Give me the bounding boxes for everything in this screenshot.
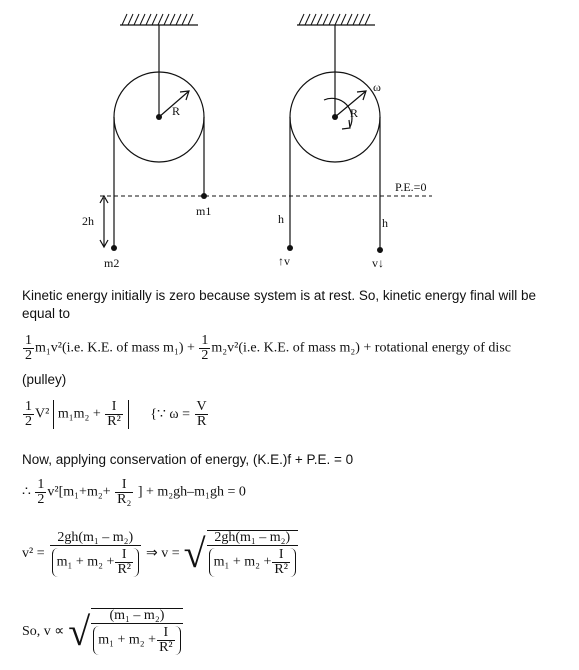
- ke-terms-line: $\frac{1}{2}$ m₁v²(i.e. K.E. of mass m₁) + $\frac{1}{2}$ m₂v²(i.e. K.E. of mass m₂) + rotational energy of disc: [25, 333, 511, 363]
- pulley-word: (pulley): [22, 372, 67, 387]
- rotational-ke-expression: $\frac{1}{2}$ V² m₁m₂ + $\frac{I}{\text{R²}}$ {∵ ω = $\frac{V}{R}$: [25, 399, 207, 429]
- pe-zero-label: P.E.=0: [395, 180, 427, 194]
- energy-equation: ∴ $\frac{1}{2}$ v²[m₁+m₂+ $\frac{I}{\text{R₂}}$ ] + m₂gh–m₁gh = 0: [22, 477, 246, 507]
- para-initial-ke-cont: equal to: [22, 306, 71, 321]
- ke-term-m1: m₁v²(i.e. K.E. of mass m₁) +: [35, 340, 195, 356]
- omega-relation: {∵ ω =: [150, 406, 191, 422]
- v-squared-equation: v² = 2gh(m₁ – m₂) m₁ + m₂ + $\frac{I}{\text{R²}}$ ⇒ v = √ 2gh(m₁ – m₂) m₁ + m₂ + $\frac{I}{\text{R²}}$: [22, 530, 299, 577]
- left-radius-label: R: [172, 104, 181, 118]
- v-squared: V²: [35, 406, 50, 422]
- para-initial-ke: Kinetic energy initially is zero because system is at rest. So, kinetic energy final will be: [22, 288, 536, 303]
- proportionality-line: So, v ∝ √ (m₁ – m₂) m₁ + m₂ + $\frac{I}{\text{R²}}$: [22, 608, 184, 655]
- mass2-label: m2: [104, 256, 120, 270]
- height-2h-label: 2h: [82, 214, 94, 228]
- mass1-label: m1: [196, 204, 212, 218]
- bracket-inner: m₁m₂ +: [57, 406, 101, 422]
- para-conservation: Now, applying conservation of energy, (K.E.)f + P.E. = 0: [22, 452, 354, 467]
- ke-term-m2: m₂v²(i.e. K.E. of mass m₂) + rotational energy of disc: [211, 340, 511, 356]
- v-up-label: ↑v: [278, 254, 290, 268]
- sqrt-sign-2: √: [68, 608, 91, 654]
- pulley-diagram: [0, 0, 579, 270]
- omega-label: ω: [373, 80, 381, 94]
- v-down-label: v↓: [372, 256, 384, 270]
- h-left-label: h: [278, 212, 284, 226]
- right-radius-label: R: [350, 106, 359, 120]
- sqrt-sign: √: [183, 530, 206, 576]
- h-right-label: h: [382, 216, 388, 230]
